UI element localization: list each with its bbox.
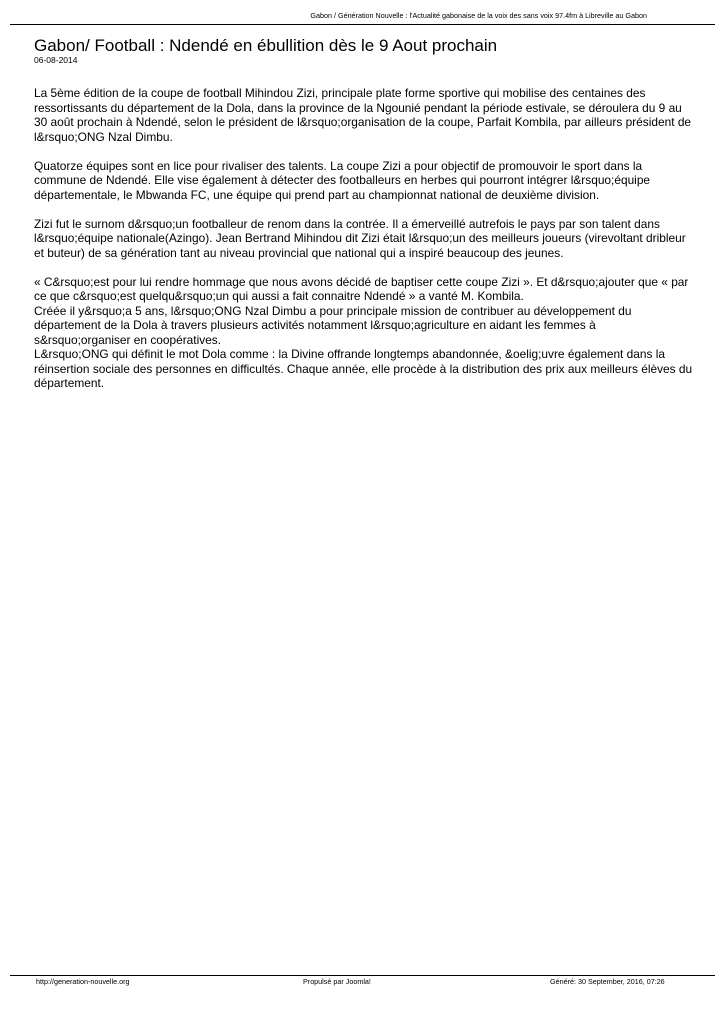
site-header xyxy=(10,11,715,20)
article-date: 06-08-2014 xyxy=(34,55,78,65)
article-paragraph: Quatorze équipes sont en lice pour rivaliser des talents. La coupe Zizi a pour objectif de promouvoir le sport dans la commune de Ndendé. Elle vise également à détecter des footballeurs en herbes qui pourront intégrer l&rsquo;équipe départementale, le Mbwanda FC, une équipe qui prend part au championnat national de deuxième division. xyxy=(34,158,651,202)
footer-powered-by: Propulsé par Joomla! xyxy=(303,977,371,986)
article-paragraph: L&rsquo;ONG qui définit le mot Dola comme : la Divine offrande longtemps abandonnée, &oelig;uvre également dans la réinsertion sociale des personnes en difficultés. Chaque année, elle procède à la distribution des prix aux meilleurs élèves du département. xyxy=(34,347,693,390)
footer-url: http://generation-nouvelle.org xyxy=(36,977,130,986)
article-title: Gabon/ Football : Ndendé en ébullition dès le 9 Aout prochain xyxy=(34,36,498,55)
site-tagline: Gabon / Génération Nouvelle : l'Actualité gabonaise de la voix des sans voix 97.4fm à Libreville au Gabon xyxy=(310,11,647,20)
header-divider xyxy=(10,24,715,25)
article-paragraph: La 5ème édition de la coupe de football Mihindou Zizi, principale plate forme sportive qui mobilise des centaines des ressortissants du département de la Dola, dans la province de la Ngounié pendant la période estivale, se déroulera du 9 au 30 août prochain à Ndendé, selon le président de l&rsquo;organisation de la coupe, Parfait Kombila, par ailleurs président de l&rsquo;ONG Nzal Dimbu. xyxy=(34,86,692,144)
article-paragraph: Créée il y&rsquo;a 5 ans, l&rsquo;ONG Nzal Dimbu a pour principale mission de contribuer au développement du département de la Dola à travers plusieurs activités notamment l&rsquo;agriculture en aidant les femmes à s&rsquo;organiser en coopératives. xyxy=(34,303,632,347)
footer-divider xyxy=(10,975,715,976)
article-paragraph: « C&rsquo;est pour lui rendre hommage que nous avons décidé de baptiser cette coupe Zizi ». Et d&rsquo;ajouter que « par ce que c&rsquo;est quelqu&rsquo;un qui aussi a fait connaitre Ndendé » a vanté M. Kombila. xyxy=(34,274,689,303)
footer-generated: Généré: 30 September, 2016, 07:26 xyxy=(550,977,665,986)
article-paragraph: Zizi fut le surnom d&rsquo;un footballeur de renom dans la contrée. Il a émerveillé autrefois le pays par son talent dans l&rsquo;équipe nationale(Azingo). Jean Bertrand Mihindou dit Zizi était l&rsquo;un des meilleurs joueurs (virevoltant dribleur et buteur) de sa génération tant au niveau provincial que national qui a inspiré beaucoup des jeunes. xyxy=(34,216,686,260)
article-body xyxy=(34,86,694,391)
